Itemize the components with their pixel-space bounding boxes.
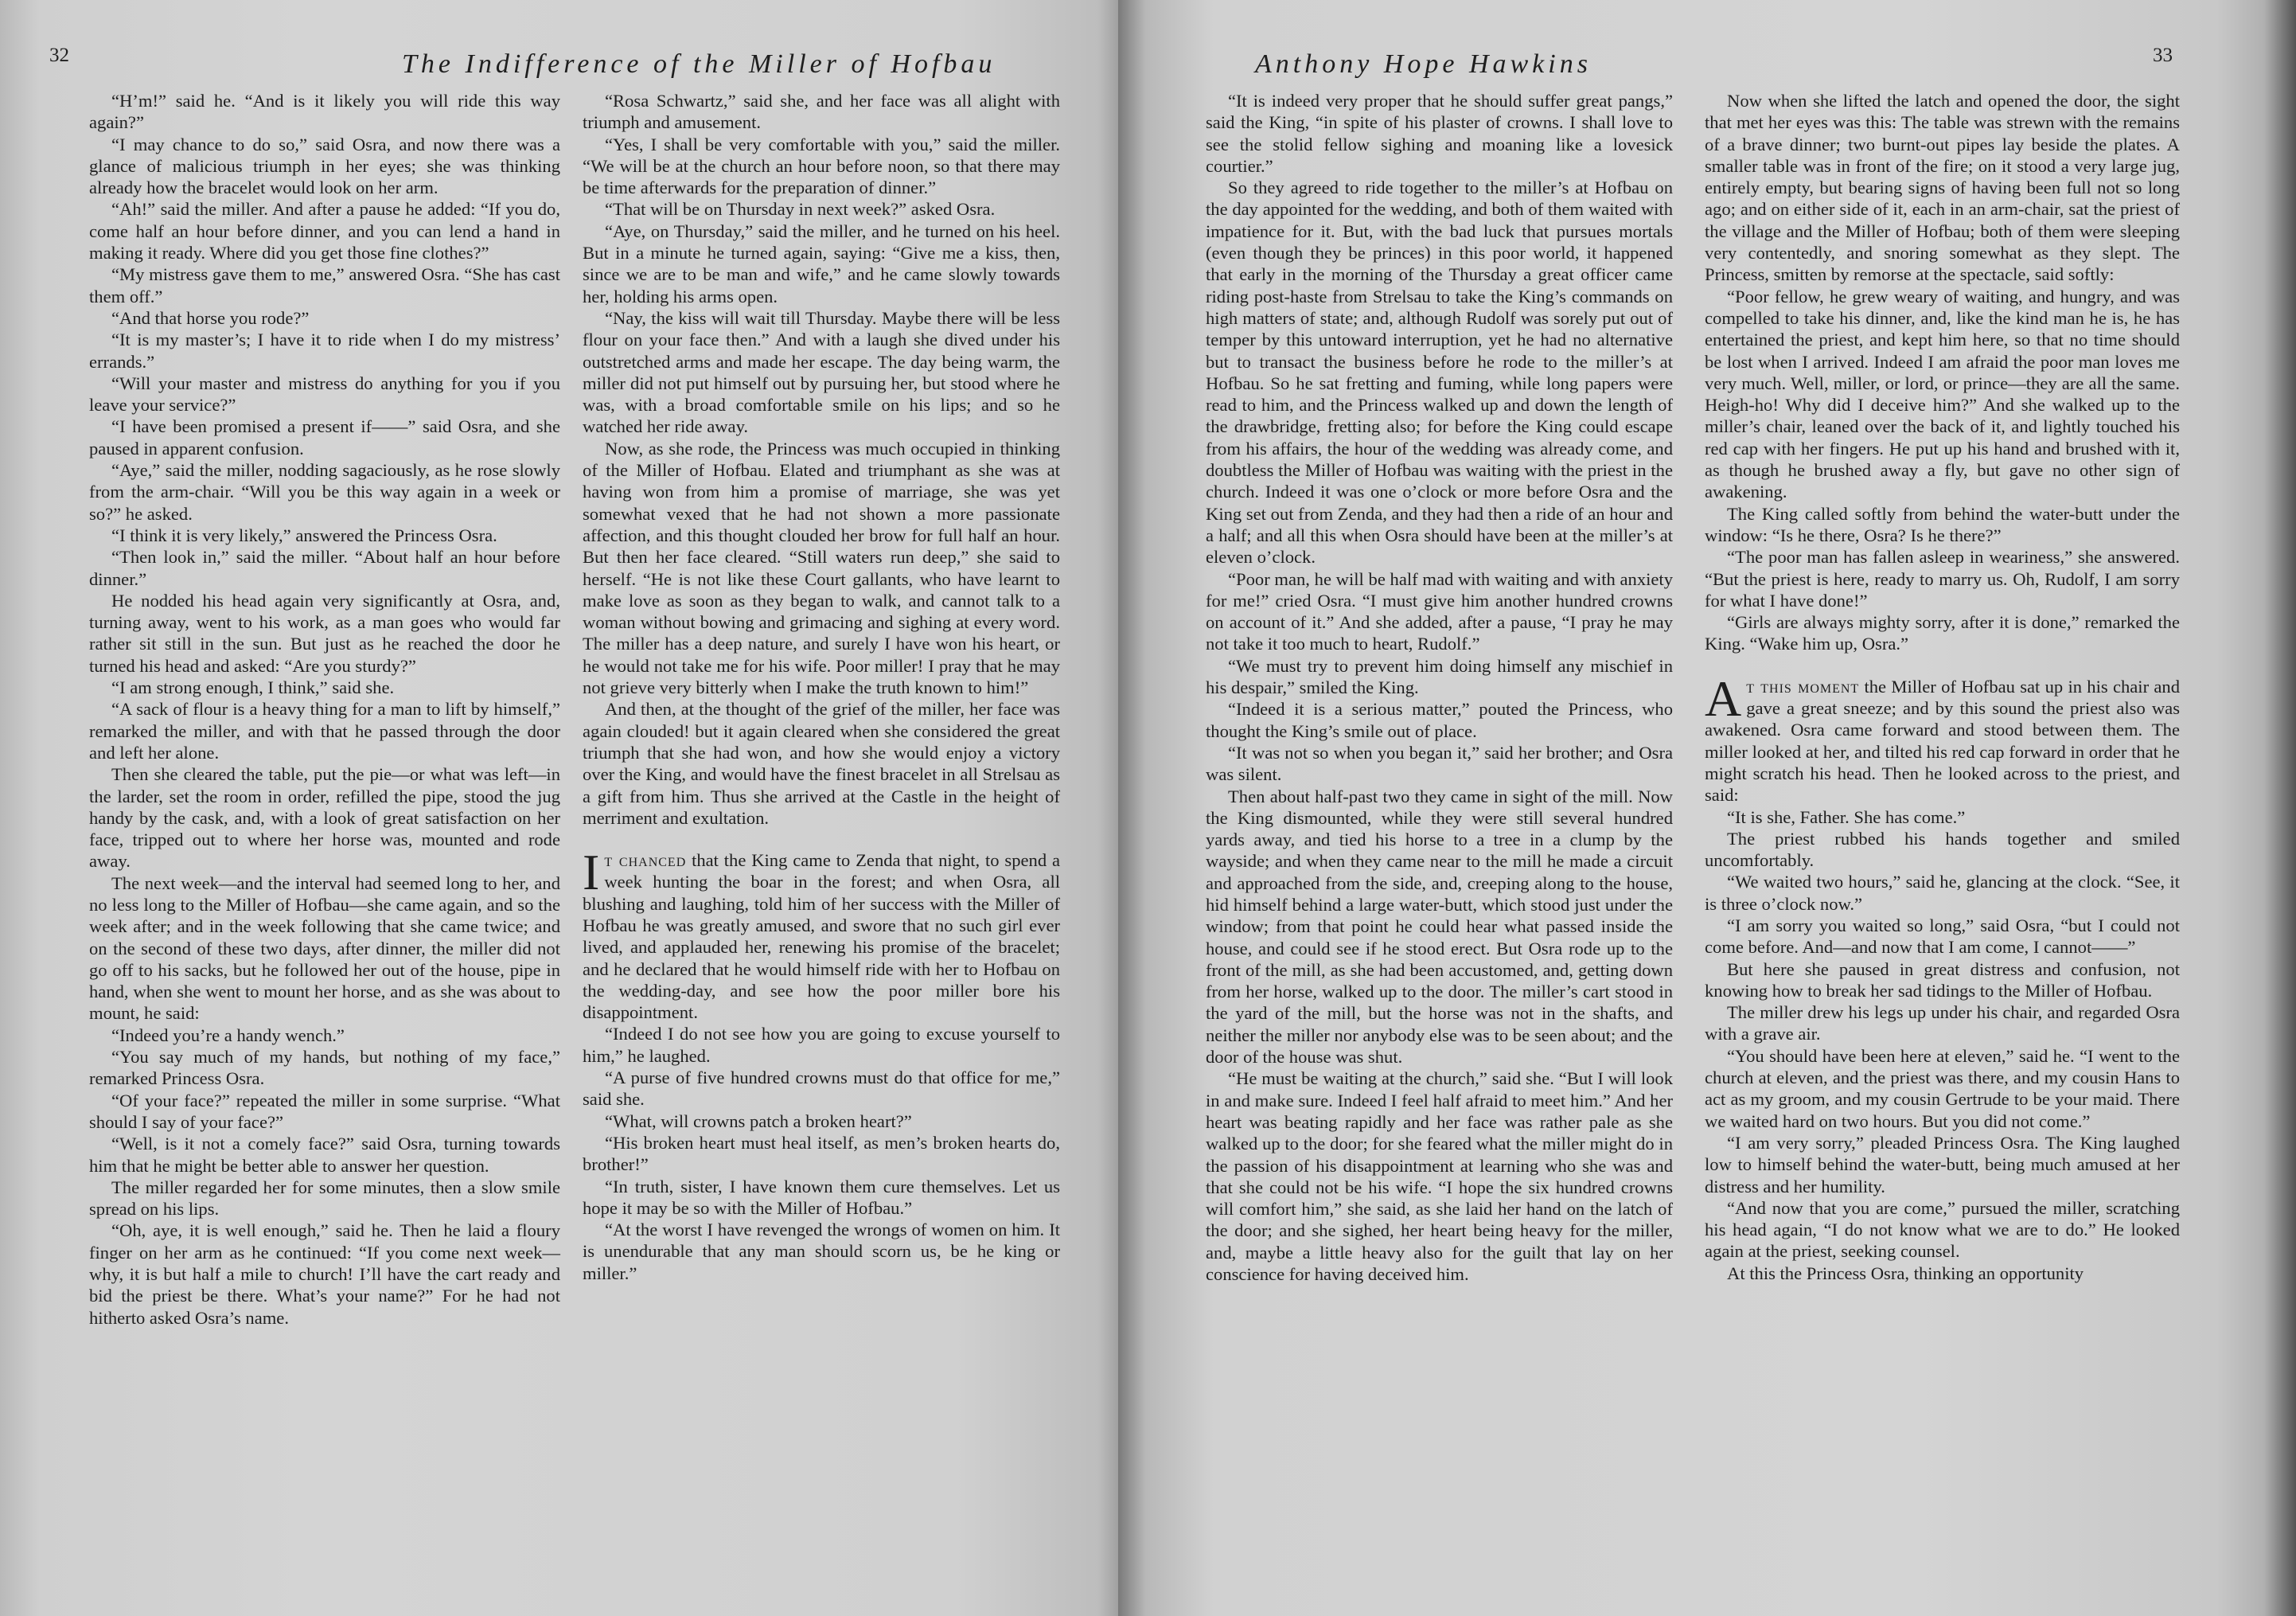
paragraph: “Of your face?” repeated the miller in some surprise. “What should I say of your face?”	[89, 1090, 560, 1132]
paragraph: The next week—and the interval had seemed long to her, and no less long to the Miller of Hofbau—she came again, and so the week after; and in the week following that she came twice; and on the second of these two days, after dinner, the miller did not go off to his sacks, but he followed her out of the house, pipe in hand, when she went to mount her horse, and as she was about to mount, he said:	[89, 872, 560, 1024]
paragraph: “In truth, sister, I have known them cure themselves. Let us hope it may be so with the Miller of Hofbau.”	[583, 1176, 1060, 1218]
paragraph: “I am strong enough, I think,” said she.	[111, 677, 395, 698]
left-page-column-1	[89, 90, 560, 1329]
paragraph: At this the Princess Osra, thinking an opportunity	[1727, 1263, 2084, 1283]
small-caps-lead: t chanced	[604, 850, 687, 871]
left-page-column-2	[583, 90, 1060, 1284]
column-2-paragraphs-after-section	[583, 1023, 1060, 1284]
paragraph: “His broken heart must heal itself, as men’s broken hearts do, brother!”	[583, 1132, 1060, 1175]
paragraph: “Oh, aye, it is well enough,” said he. Then he laid a floury finger on her arm as he continued: “If you come next week—why, it is but half a mile to church! I’ll have the cart ready and bid the priest be there. What’s your name?” For he had not hitherto asked Osra’s name.	[89, 1220, 560, 1328]
paragraph: “H’m!” said he. “And is it likely you will ride this way again?”	[89, 91, 560, 133]
paragraph: “You say much of my hands, but nothing of my face,” remarked Princess Osra.	[89, 1047, 560, 1089]
section-opening-text-right: the Miller of Hofbau sat up in his chair and gave a great sneeze; and by this sound the priest also was awakened. Osra came forward and stood between them. The miller looked at her, and tilted his red cap forward in order that he might scratch his head. Then he looked across to the priest, and said:	[1705, 676, 2180, 806]
paragraph: “He must be waiting at the church,” said she. “But I will look in and make sure. Indeed I feel half afraid to meet him.” And her heart was beating rapidly and her face was rather pale as she walked up to the door; for she feared what the miller might do in the passion of his disappointment at learning who she was and that she could not be his wife. “I hope the six hundred crowns will comfort him,” she said, as she laid her hand on the latch of the door; and she sighed, her heart being heavy for the miller, and, maybe a little heavy also for the guilt that lay on her conscience for having deceived him.	[1206, 1068, 1673, 1285]
right-page	[1118, 0, 2296, 1616]
paragraph: “Will your master and mistress do anything for you if you leave your service?”	[89, 373, 560, 416]
page-number-left: 32	[49, 45, 69, 66]
paragraph: “Indeed you’re a handy wench.”	[111, 1025, 345, 1045]
drop-cap: I	[583, 844, 600, 901]
column-2-paragraphs-before-section	[583, 90, 1060, 829]
page-number-right: 33	[2153, 45, 2173, 66]
paragraph: The King called softly from behind the water-butt under the window: “Is he there, Osra? Is he there?”	[1705, 503, 2180, 545]
left-page	[0, 0, 1130, 1616]
paragraph: “At the worst I have revenged the wrongs of women on him. It is unendurable that any man should scorn us, be he king or miller.”	[583, 1220, 1060, 1283]
paragraph: “And that horse you rode?”	[111, 307, 310, 328]
paragraph: “Girls are always mighty sorry, after it is done,” remarked the King. “Wake him up, Osra.”	[1705, 612, 2180, 654]
running-head-right: Anthony Hope Hawkins	[1255, 49, 1592, 79]
paragraph: “And now that you are come,” pursued the miller, scratching his head again, “I do not know what we are to do.” He looked again at the priest, seeking counsel.	[1705, 1197, 2180, 1262]
paragraph: “I may chance to do so,” said Osra, and now there was a glance of malicious triumph in her eyes; she was thinking already how the bracelet would look on her arm.	[89, 134, 560, 198]
paragraph: “Yes, I shall be very comfortable with you,” said the miller. “We will be at the church an hour before noon, so that there may be time afterwards for the preparation of dinner.”	[583, 134, 1060, 198]
drop-cap-right: A	[1705, 669, 1742, 727]
section-opening-text: that the King came to Zenda that night, to spend a week hunting the boar in the forest; and when Osra, all blushing and laughing, told him of her success with the Miller of Hofbau he was greatly amused, and swore that no such girl ever lived, and applauded her, renewing his promise of the bracelet; and he declared that he would himself ride with her to Hofbau on the wedding-day, and see how the poor miller bore his disappointment.	[583, 850, 1060, 1023]
paragraph: “I am sorry you waited so long,” said Osra, “but I could not come before. And—and now that I am come, I cannot——”	[1705, 915, 2180, 958]
paragraph: “The poor man has fallen asleep in weariness,” she answered. “But the priest is here, ready to marry us. Oh, Rudolf, I am sorry for what I have done!”	[1705, 547, 2180, 611]
paragraph: “Poor man, he will be half mad with waiting and with anxiety for me!” cried Osra. “I must give him another hundred crowns on account of it.” And she added, after a pause, “I pray he may not take it too much to heart, Rudolf.”	[1206, 568, 1673, 654]
small-caps-lead-right: t this moment	[1746, 676, 1860, 697]
paragraph: “That will be on Thursday in next week?” asked Osra.	[605, 199, 996, 220]
right-page-column-2	[1705, 90, 2180, 1284]
paragraph: “We must try to prevent him doing himself any mischief in his despair,” smiled the King.	[1206, 655, 1673, 698]
paragraph: “Well, is it not a comely face?” said Osra, turning towards him that he might be better able to answer her question.	[89, 1134, 560, 1176]
paragraph: “You should have been here at eleven,” said he. “I went to the church at eleven, and the priest was there, and my cousin Hans to act as my groom, and my cousin Gertrude to be your maid. There we waited hard on two hours. But you did not come.”	[1705, 1045, 2180, 1131]
paragraph: Then about half-past two they came in sight of the mill. Now the King dismounted, while they were still several hundred yards away, and tied his horse to a tree in a clump by the wayside; and when they came near to the mill he made a circuit and approached from the side, and, creeping along to the house, hid himself behind a large water-butt, which stood just under the window; from that point he could hear what passed inside the house, and could see if he stood erect. But Osra rode up to the front of the mill, as she had been accustomed, and, getting down from her horse, walked up to the door. The miller’s cart stood in the yard of the mill, but the horse was not in the shafts, and neither the miller nor anybody else was to be seen about; and the door of the house was shut.	[1206, 786, 1673, 1068]
paragraph: “Ah!” said the miller. And after a pause he added: “If you do, come half an hour before dinner, and you can lend a hand in making it ready. Where did you get those fine clothes?”	[89, 199, 560, 263]
paragraph: And then, at the thought of the grief of the miller, her face was again clouded! but it again cleared when she considered the great triumph that she had won, and how she would enjoy a victory over the King, and would have the finest bracelet in all Strelsau as a gift from him. Thus she arrived at the Castle in the height of merriment and exultation.	[583, 699, 1060, 828]
paragraph: “What, will crowns patch a broken heart?”	[605, 1111, 912, 1131]
paragraph: “I am very sorry,” pleaded Princess Osra. The King laughed low to himself behind the water-butt, being much amused at her distress and her humility.	[1705, 1132, 2180, 1196]
paragraph: “Aye,” said the miller, nodding sagaciously, as he rose slowly from the arm-chair. “Will you be this way again in a week or so?” he asked.	[89, 460, 560, 524]
paragraph: The priest rubbed his hands together and smiled uncomfortably.	[1705, 828, 2180, 871]
paragraph: “A sack of flour is a heavy thing for a man to lift by himself,” remarked the miller, and with that he passed through the door and left her alone.	[89, 699, 560, 763]
paragraph: “My mistress gave them to me,” answered Osra. “She has cast them off.”	[89, 264, 560, 306]
paragraph: So they agreed to ride together to the miller’s at Hofbau on the day appointed for the wedding, and both of them waited with impatience for it. But, with the bad luck that pursues mortals (even though they be princes) in this poor world, it happened that early in the morning of the Thursday a great officer came riding post-haste from Strelsau to take the King’s commands on high matters of state; and, although Rudolf was sorely put out of temper by this untoward interruption, yet he had no alternative but to transact the business before he rode to the miller’s at Hofbau. So he sat fretting and fuming, while long papers were read to him, and the Princess walked up and down the length of the drawbridge, fretting also; for before the King could escape from his affairs, the hour of the wedding was already come, and doubtless the Miller of Hofbau was waiting with the priest in the church. Indeed it was one o’clock or more before Osra and the King set out from Zenda, and they had then a ride of an hour and a half; and all this when Osra should have been at the miller’s at eleven o’clock.	[1206, 178, 1673, 568]
paragraph: “I have been promised a present if——” said Osra, and she paused in apparent confusion.	[89, 416, 560, 459]
paragraph: The miller drew his legs up under his chair, and regarded Osra with a grave air.	[1705, 1002, 2180, 1044]
paragraph: “Then look in,” said the miller. “About half an hour before dinner.”	[89, 547, 560, 589]
paragraph: “It is indeed very proper that he should suffer great pangs,” said the King, “in spite of his plaster of crowns. I shall love to see the stolid fellow sighing and moaning like a lovesick courtier.”	[1206, 91, 1673, 176]
paragraph: “I think it is very likely,” answered the Princess Osra.	[111, 525, 497, 545]
paragraph: “We waited two hours,” said he, glancing at the clock. “See, it is three o’clock now.”	[1705, 872, 2180, 914]
paragraph: The miller regarded her for some minutes, then a slow smile spread on his lips.	[89, 1177, 560, 1220]
paragraph: “It is she, Father. She has come.”	[1727, 806, 1966, 827]
paragraph: “It is my master’s; I have it to ride when I do my mistress’ errands.”	[89, 330, 560, 372]
paragraph: He nodded his head again very significantly at Osra, and, turning away, went to his work, as a man goes who would far rather sit still in the sun. But just as he reached the door he turned his head and asked: “Are you sturdy?”	[89, 590, 560, 676]
paragraph: “Indeed I do not see how you are going to excuse yourself to him,” he laughed.	[583, 1024, 1060, 1066]
paragraph: “Aye, on Thursday,” said the miller, and he turned on his heel. But in a minute he turned again, saying: “Give me a kiss, then, since we are to be man and wife,” and he came slowly towards her, holding his arms open.	[583, 221, 1060, 306]
column-4-paragraphs-after-section	[1705, 806, 2180, 1285]
running-head-left: The Indifference of the Miller of Hofbau	[402, 49, 996, 79]
paragraph: “A purse of five hundred crowns must do that office for me,” said she.	[583, 1068, 1060, 1110]
paragraph: But here she paused in great distress and confusion, not knowing how to break her sad tidings to the Miller of Hofbau.	[1705, 958, 2180, 1001]
paragraph: “Rosa Schwartz,” said she, and her face was all alight with triumph and amusement.	[583, 91, 1060, 133]
paragraph: Now, as she rode, the Princess was much occupied in thinking of the Miller of Hofbau. Elated and triumphant as she was at having won from him a promise of marriage, she was yet somewhat vexed that he had not shown a more passionate affection, and this thought clouded her brow for full half an hour. But then her face cleared. “Still waters run deep,” she said to herself. “He is not like these Court gallants, who have learnt to make love as soon as they began to walk, and cannot talk to a woman without bowing and grimacing and sighing at every word. The miller has a deep nature, and surely I have won his heart, or he would not take me for his wife. Poor miller! I pray that he may not grieve very bitterly when I make the truth known to him!”	[583, 438, 1060, 698]
paragraph: “It was not so when you began it,” said her brother; and Osra was silent.	[1206, 742, 1673, 785]
section-opening-paragraph	[583, 844, 1060, 1023]
section-opening-paragraph-right	[1705, 669, 2180, 806]
right-page-column-1	[1206, 90, 1673, 1285]
column-4-paragraphs-before-section	[1705, 90, 2180, 655]
paragraph: “Poor fellow, he grew weary of waiting, and hungry, and was compelled to take his dinner, and, like the kind man he is, he has entertained the priest, and kept him here, so that no time should be lost when I arrived. Indeed I am afraid the poor man loves me very much. Well, miller, or lord, or prince—they are all the same. Heigh-ho! Why did I deceive him?” And she walked up to the miller’s chair, leaned over the back of it, and lightly touched his red cap with her fingers. He put up his hand and brushed with it, as though he brushed away a fly, but gave no other sign of awakening.	[1705, 286, 2180, 502]
paragraph: Then she cleared the table, put the pie—or what was left—in the larder, set the room in order, refilled the pipe, stood the jug handy by the cask, and, with a look of great satisfaction on her face, tripped out to where her horse was, mounted and rode away.	[89, 764, 560, 872]
paragraph: “Indeed it is a serious matter,” pouted the Princess, who thought the King’s smile out of place.	[1206, 699, 1673, 741]
paragraph: Now when she lifted the latch and opened the door, the sight that met her eyes was this: The table was strewn with the remains of a brave dinner; two burnt-out pipes lay beside the plates. A smaller table was in front of the fire; on it stood a very large jug, entirely empty, but bearing signs of having been full not so long ago; and on either side of it, each in an arm-chair, sat the priest of the village and the Miller of Hofbau; both of them were sleeping very contentedly, and snoring somewhat as they slept. The Princess, smitten by remorse at the spectacle, said softly:	[1705, 91, 2180, 285]
paragraph: “Nay, the kiss will wait till Thursday. Maybe there will be less flour on your face then.” And with a laugh she dived under his outstretched arms and made her escape. The day being warm, the miller did not put himself out by pursuing her, but stood where he was, with a broad comfortable smile on his lips; and so he watched her ride away.	[583, 307, 1060, 437]
